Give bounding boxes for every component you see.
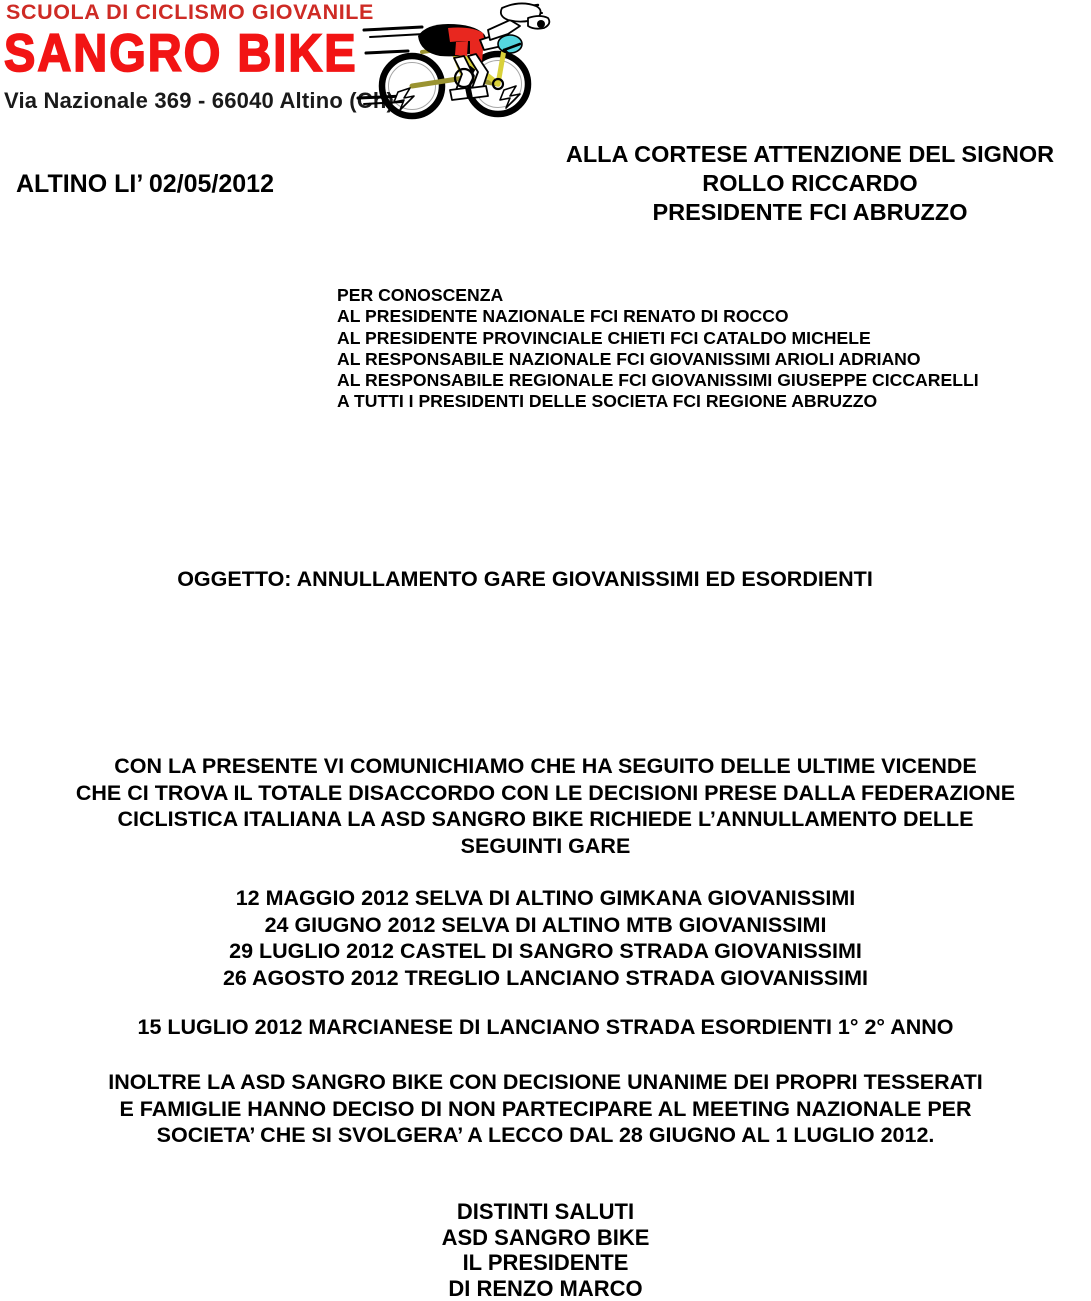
- race-list-item: 24 GIUGNO 2012 SELVA DI ALTINO MTB GIOVANISSIMI: [264, 912, 827, 937]
- signature-block: [0, 1199, 1091, 1301]
- closing-line-3: SOCIETA’ CHE SI SVOLGERA’ A LECCO DAL 28 GIUGNO AL 1 LUGLIO 2012.: [156, 1123, 935, 1147]
- signature-line-3: IL PRESIDENTE: [462, 1250, 629, 1275]
- race-list-item: 26 AGOSTO 2012 TREGLIO LANCIANO STRADA GIOVANISSIMI: [222, 965, 869, 990]
- race-list-item: 12 MAGGIO 2012 SELVA DI ALTINO GIMKANA GIOVANISSIMI: [235, 886, 856, 910]
- race-list-item: 29 LUGLIO 2012 CASTEL DI SANGRO STRADA GIOVANISSIMI: [229, 939, 862, 963]
- signature-line-4: DI RENZO MARCO: [448, 1275, 643, 1301]
- letterhead-address: Via Nazionale 369 - 66040 Altino (Ch): [4, 88, 395, 113]
- body-line-3: CICLISTICA ITALIANA LA ASD SANGRO BIKE RICHIEDE L’ANNULLAMENTO DELLE: [117, 807, 974, 831]
- body-line-4: SEGUINTI GARE: [460, 833, 631, 858]
- subject-line: OGGETTO: ANNULLAMENTO GARE GIOVANISSIMI ED ESORDIENTI: [177, 567, 873, 591]
- cc-line-1: AL PRESIDENTE NAZIONALE FCI RENATO DI ROCCO: [337, 306, 789, 327]
- letterhead-brand: [4, 22, 358, 82]
- cc-line-5: A TUTTI I PRESIDENTI DELLE SOCIETA FCI REGIONE ABRUZZO: [337, 391, 878, 412]
- body-line-1: CON LA PRESENTE VI COMUNICHIAMO CHE HA SEGUITO DELLE ULTIME VICENDE: [114, 754, 977, 778]
- letterhead-school-line: SCUOLA DI CICLISMO GIOVANILE: [6, 0, 374, 24]
- addressee-line-1: ALLA CORTESE ATTENZIONE DEL SIGNOR: [565, 141, 1055, 167]
- esordienti-race-line: 15 LUGLIO 2012 MARCIANESE DI LANCIANO STRADA ESORDIENTI 1° 2° ANNO: [137, 1015, 954, 1039]
- date-line: ALTINO LI’ 02/05/2012: [16, 170, 274, 198]
- body-paragraph: [0, 753, 1091, 859]
- cc-heading: PER CONOSCENZA: [337, 285, 504, 305]
- signature-line-2: ASD SANGRO BIKE: [441, 1224, 650, 1250]
- addressee-block: [460, 140, 1091, 227]
- addressee-line-3: PRESIDENTE FCI ABRUZZO: [652, 199, 968, 225]
- race-list: [0, 885, 1091, 991]
- body-line-2: CHE CI TROVA IL TOTALE DISACCORDO CON LE DECISIONI PRESE DALLA FEDERAZIONE: [75, 780, 1016, 805]
- closing-line-1: INOLTRE LA ASD SANGRO BIKE CON DECISIONE UNANIME DEI PROPRI TESSERATI: [108, 1070, 983, 1094]
- addressee-line-2: ROLLO RICCARDO: [702, 170, 918, 196]
- closing-paragraph: [0, 1069, 1091, 1149]
- cc-line-4: AL RESPONSABILE REGIONALE FCI GIOVANISSIMI GIUSEPPE CICCARELLI: [337, 370, 979, 391]
- cyclist-on-racing-bike-icon: [352, 0, 557, 128]
- cc-line-2: AL PRESIDENTE PROVINCIALE CHIETI FCI CATALDO MICHELE: [337, 327, 871, 348]
- cc-block: [337, 285, 979, 413]
- cc-line-3: AL RESPONSABILE NAZIONALE FCI GIOVANISSIMI ARIOLI ADRIANO: [337, 348, 921, 369]
- signature-line-1: DISTINTI SALUTI: [456, 1199, 635, 1224]
- letterhead-brand-text: SANGRO BIKE: [4, 22, 358, 82]
- closing-line-2: E FAMIGLIE HANNO DECISO DI NON PARTECIPARE AL MEETING NAZIONALE PER: [119, 1096, 972, 1121]
